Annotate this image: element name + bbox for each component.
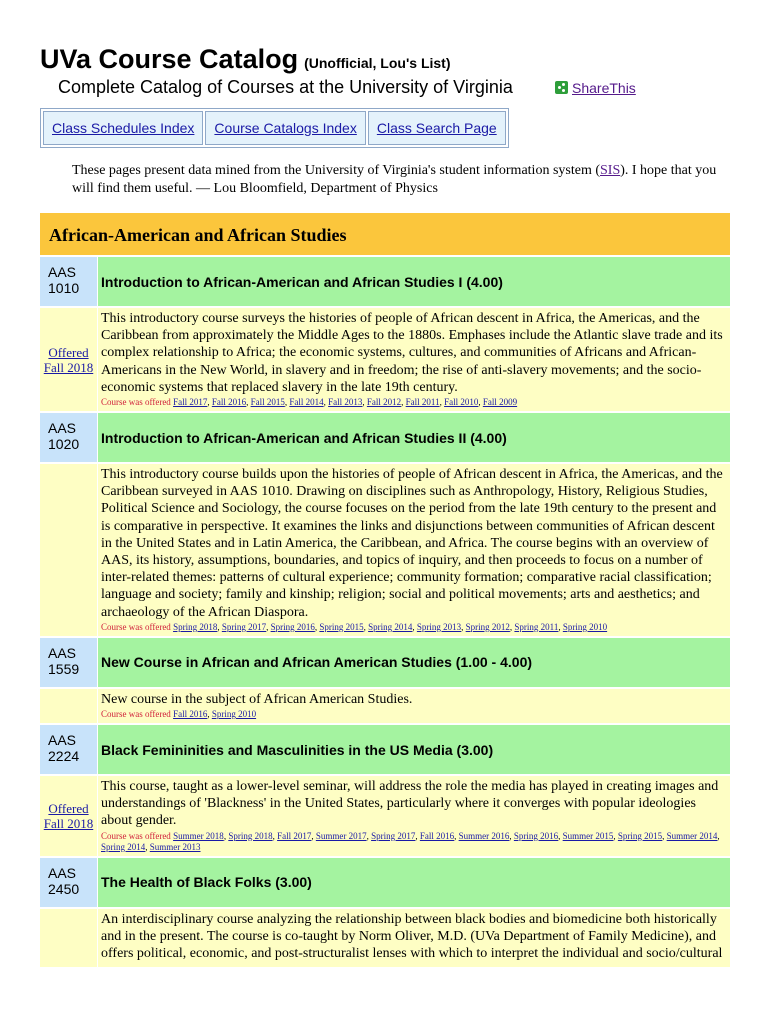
course-catalogs-index-link[interactable]: Course Catalogs Index — [214, 120, 357, 136]
offered-term-link[interactable]: Summer 2017 — [315, 830, 367, 841]
course-code — [40, 413, 97, 462]
offered-term-link[interactable]: Fall 2009 — [482, 397, 518, 408]
offered-term-link[interactable]: Summer 2013 — [149, 841, 201, 852]
intro-text-after: ). I hope that you will find them useful. — Lou Bloomfield, Department of Physics — [72, 163, 717, 196]
course-number: 2224 — [48, 748, 80, 765]
course-number: 2450 — [48, 880, 80, 897]
course-body-row — [40, 464, 730, 636]
page-subtitle: Complete Catalog of Courses at the University of Virginia — [58, 77, 513, 97]
offered-term-link[interactable]: Fall 2016 — [211, 397, 247, 408]
course-number: 1010 — [48, 280, 80, 296]
offered-term-link[interactable]: Spring 2010 — [211, 709, 257, 720]
nav-cell-schedules — [43, 111, 203, 145]
course-code — [40, 638, 97, 687]
course-body-row — [40, 308, 730, 411]
sis-link[interactable]: SIS — [600, 163, 621, 178]
offered-term-link[interactable]: Spring 2015 — [319, 621, 364, 632]
offered-history: Course was offered Fall 2016, Spring 2010 — [101, 709, 257, 720]
course-title: The Health of Black Folks (3.00) — [98, 858, 730, 907]
offered-term-link[interactable]: Spring 2012 — [465, 621, 510, 632]
offered-history: Course was offered Fall 2017, Fall 2016, Fall 2015, Fall 2014, Fall 2013, Fall 2012, Fall 2011, Fall 2010, Fall 2009 — [101, 397, 518, 408]
nav-cell-catalogs — [205, 111, 365, 145]
class-schedules-index-link[interactable]: Class Schedules Index — [52, 120, 195, 136]
course-title: New Course in African and African American Studies (1.00 - 4.00) — [98, 638, 730, 687]
offered-history-label: Course was offered — [101, 621, 171, 632]
offered-term-link[interactable]: Spring 2018 — [228, 830, 273, 841]
offered-term-link[interactable]: Fall 2017 — [173, 397, 208, 408]
course-description-cell — [98, 689, 730, 723]
offered-cell — [40, 308, 97, 411]
offered-term-link[interactable]: Spring 2013 — [416, 621, 462, 632]
offered-history: Course was offered Summer 2018, Spring 2018, Fall 2017, Summer 2017, Spring 2017, Fall 2016, Summer 2016, Spring 2016, Summer 2015, Spring 2015, Summer 2014, Spring 2014, Summer 2013 — [101, 830, 720, 852]
offered-term-link[interactable]: Fall 2012 — [366, 397, 402, 408]
course-code — [40, 858, 97, 907]
nav-cell-search — [368, 111, 506, 145]
offered-term-link[interactable]: Spring 2017 — [371, 830, 416, 841]
offered-term-link[interactable]: Spring 2016 — [270, 621, 315, 632]
offered-term-link[interactable]: Fall 2010 — [444, 397, 479, 408]
offered-history-label: Course was offered — [101, 397, 171, 408]
course-title: Introduction to African-American and African Studies II (4.00) — [98, 413, 730, 462]
offered-term-link[interactable]: Spring 2014 — [368, 621, 413, 632]
offered-term-link[interactable]: Fall 2017 — [277, 830, 312, 841]
course-catalog — [40, 213, 730, 967]
course-body-row — [40, 776, 730, 856]
offered-term-link[interactable]: Spring 2014 — [101, 841, 146, 852]
offered-term-link[interactable]: Summer 2015 — [562, 830, 614, 841]
page-title — [40, 44, 451, 75]
course-header-row — [40, 725, 730, 774]
course-header-row — [40, 858, 730, 907]
offered-term-link[interactable]: Spring 2010 — [562, 621, 608, 632]
offered-term-link[interactable]: Spring 2015 — [617, 830, 663, 841]
course-description: New course in the subject of African American Studies. — [101, 691, 413, 707]
course-title: Black Femininities and Masculinities in the US Media (3.00) — [98, 725, 730, 774]
course-description: This introductory course builds upon the histories of people of African descent in Africa, the Americas, and the Caribbean surveyed in AAS 1010. Drawing on disciplines such as Anthropology, History, Religious Studies, Political Science and Sociology, the course focuses on the period from the late 19th century to the present and is comparative in perspective. It examines the links and disjunctions between communities of African descent in the United States and in Latin America, the Caribbean, and Africa. The course begins with an overview of AAS, its history, assumptions, boundaries, and topics of inquiry, and then proceeds to focus on a number of inter-related themes: patterns of cultural experience; community formation; comparative racial classification; language and society; family and kinship; religion; social and political movements; arts and aesthetics; and archaeology of the African Diaspora. — [101, 467, 723, 620]
offered-term-link[interactable]: Spring 2011 — [514, 621, 559, 632]
offered-term-link[interactable]: Summer 2016 — [458, 830, 510, 841]
offered-term-link[interactable]: Fall 2014 — [289, 397, 324, 408]
class-search-page-link[interactable]: Class Search Page — [376, 120, 497, 136]
course-title: Introduction to African-American and African Studies I (4.00) — [98, 257, 730, 306]
offered-term-link[interactable]: Fall 2011 — [405, 397, 440, 408]
offered-term-link[interactable]: Fall 2016 — [173, 709, 208, 720]
offered-term-link[interactable]: Spring 2018 — [173, 621, 218, 632]
course-code — [40, 257, 97, 306]
share-icon — [555, 81, 568, 94]
share-label: ShareThis — [572, 80, 636, 96]
course-number: 1559 — [48, 660, 80, 677]
catalog-title-note: (Unofficial, Lou's List) — [304, 55, 451, 71]
course-description-cell — [98, 909, 730, 967]
course-subject: AAS — [48, 264, 77, 280]
course-description: This course, taught as a lower-level seminar, will address the role the media has played in creating images and understandings of 'Blackness' in the United States, particularly where it converges with popular ideologies about gender. — [101, 779, 719, 829]
offered-term-link[interactable]: Summer 2014 — [666, 830, 718, 841]
offered-history-label: Course was offered — [101, 709, 171, 720]
course-header-row — [40, 638, 730, 687]
offered-cell — [40, 689, 97, 723]
offered-link[interactable]: Offered Fall 2018 — [43, 800, 94, 831]
department-header: African-American and African Studies — [40, 213, 730, 255]
offered-cell — [40, 464, 97, 636]
course-number: 1020 — [48, 436, 80, 453]
offered-term-link[interactable]: Spring 2017 — [221, 621, 267, 632]
share-this-link[interactable] — [555, 80, 636, 96]
nav-bar — [40, 108, 509, 148]
offered-term-link[interactable]: Spring 2016 — [513, 830, 559, 841]
course-body-row — [40, 909, 730, 967]
offered-term-link[interactable]: Summer 2018 — [173, 830, 224, 841]
offered-history: Course was offered Spring 2018, Spring 2017, Spring 2016, Spring 2015, Spring 2014, Spring 2013, Spring 2012, Spring 2011, Spring 2010 — [101, 621, 608, 632]
offered-history-label: Course was offered — [101, 830, 171, 841]
course-body-row — [40, 689, 730, 723]
course-description-cell — [98, 776, 730, 856]
intro-text-before: These pages present data mined from the University of Virginia's student information system ( — [72, 163, 600, 178]
offered-link[interactable]: Offered Fall 2018 — [43, 344, 94, 375]
course-header-row — [40, 257, 730, 306]
course-description: An interdisciplinary course analyzing the relationship between black bodies and biomedicine both historically and in the present. The course is co-taught by Norm Oliver, M.D. (UVa Department of Family Medicine), and offers political, economic, and post-structuralist lenses with which to interpret the individual and socio/cultural — [101, 911, 723, 962]
catalog-title: UVa Course Catalog — [40, 44, 299, 74]
course-subject: AAS — [48, 420, 77, 437]
offered-term-link[interactable]: Fall 2013 — [328, 397, 363, 408]
course-code — [40, 725, 97, 774]
course-description-cell — [98, 464, 730, 636]
intro-text — [72, 162, 727, 198]
offered-term-link[interactable]: Fall 2015 — [250, 397, 285, 408]
offered-term-link[interactable]: Fall 2016 — [419, 830, 455, 841]
course-subject: AAS — [48, 732, 77, 749]
offered-cell — [40, 776, 97, 856]
course-description-cell — [98, 308, 730, 411]
offered-cell — [40, 909, 97, 967]
course-subject: AAS — [48, 864, 77, 881]
course-description: This introductory course surveys the histories of people of African descent in Africa, the Americas, and the Caribbean from approximately the Middle Ages to the 1880s. Emphases include the Atlantic slave trade and its complex relationship to Africa; the economic systems, cultures, and communities of Africans and African-Americans in the New World, in slavery and in freedom; the rise of anti-slavery movements; and the socio-economic systems that replaced slavery in the late 19th century. — [101, 311, 723, 395]
course-header-row — [40, 413, 730, 462]
course-subject: AAS — [48, 644, 77, 661]
